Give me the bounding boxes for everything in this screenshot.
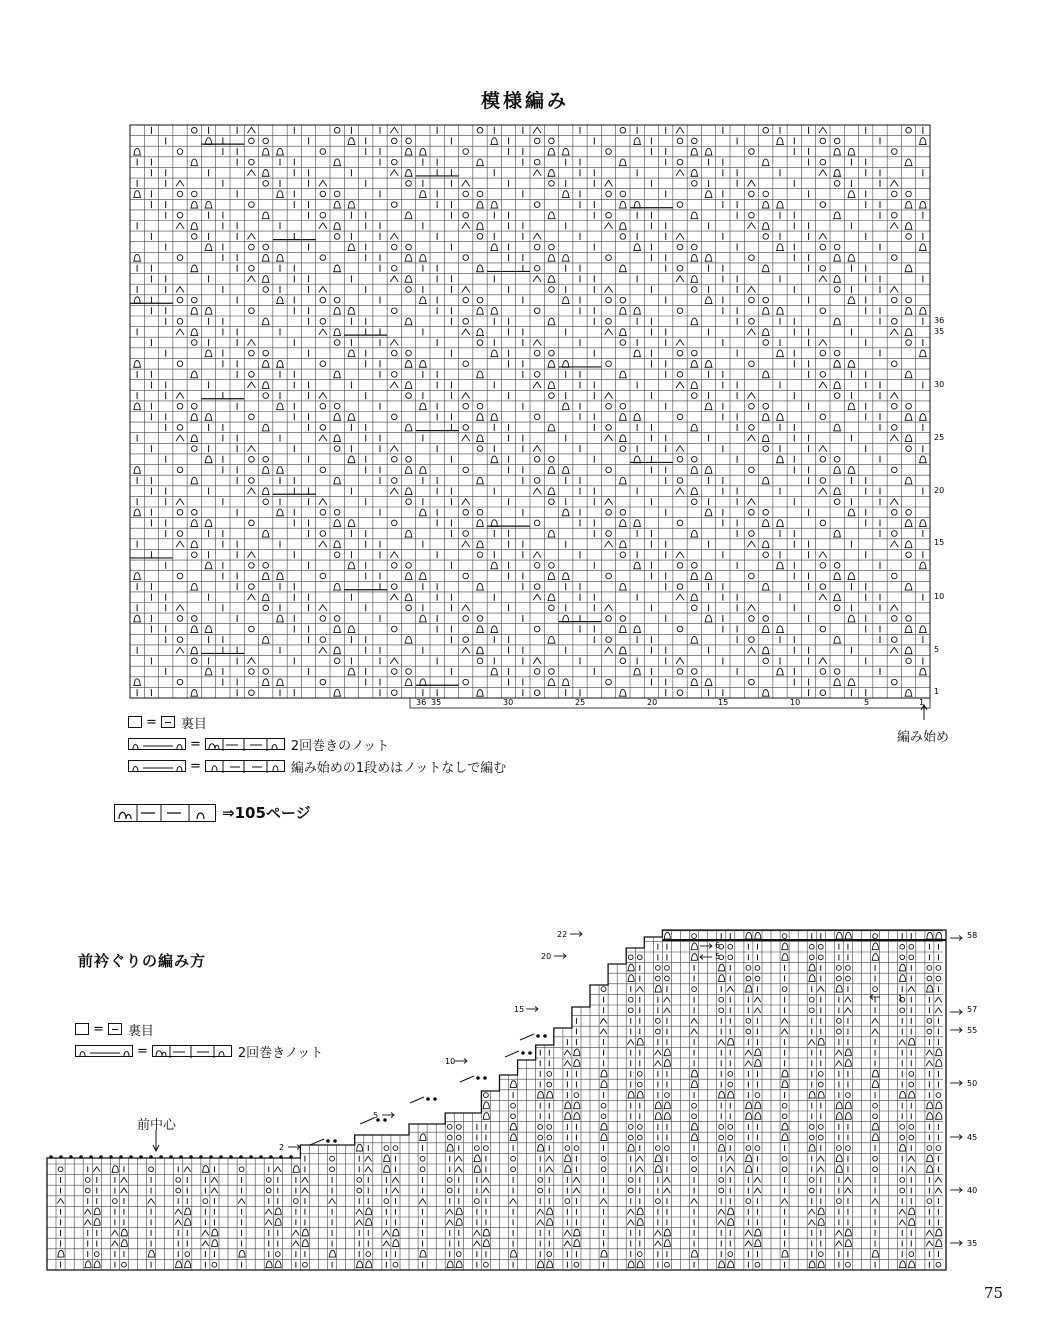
neck-outline	[47, 930, 962, 1270]
plain-loop-icon	[205, 760, 285, 772]
row-number-15: 15	[934, 538, 945, 547]
legend-knot-row: = 2回巻きのノット	[128, 735, 506, 753]
start-label: 編み始め	[897, 730, 950, 745]
neck-small-mark-5: 5	[715, 952, 721, 961]
neck-right-mark-55: 55	[967, 1026, 978, 1035]
row-number-36: 36	[934, 316, 945, 325]
neck-right-mark-57: 57	[967, 1005, 978, 1014]
row-number-5: 5	[934, 645, 940, 654]
knot-reference-icon	[114, 804, 216, 822]
row-number-25: 25	[934, 433, 945, 442]
neck-left-mark-10: 10	[445, 1057, 456, 1066]
neck-small-mark-1: 1	[898, 994, 904, 1003]
neck-small-mark-6: 6	[715, 941, 721, 950]
row-number-30: 30	[934, 380, 945, 389]
neck-left-mark-22: 22	[557, 930, 568, 939]
neck-left-mark-5: 5	[373, 1111, 379, 1120]
neck-grid	[47, 930, 946, 1270]
neck-right-mark-58: 58	[967, 931, 978, 940]
stitch-number-35: 35	[431, 698, 442, 707]
stitch-number-36: 36	[416, 698, 427, 707]
legend-knot-label: 2回巻きのノット	[290, 738, 390, 754]
neck-right-mark-45: 45	[967, 1133, 978, 1142]
stitch-number-15: 15	[718, 698, 729, 707]
neck-chart	[0, 900, 1050, 1280]
pattern-chart-title: 模様編み	[480, 90, 569, 112]
legend-bottom-purl-label: 裏目	[127, 1023, 154, 1039]
neck-left-mark-2: 2	[279, 1143, 285, 1152]
neck-right-mark-50: 50	[967, 1079, 978, 1088]
stitch-number-10: 10	[790, 698, 801, 707]
purl-cell-icon	[161, 716, 175, 728]
stitch-number-20: 20	[647, 698, 658, 707]
legend-bottom-purl-row: = 裏目	[75, 1020, 323, 1038]
legend-bottom-knot-label: 2回巻きノット	[237, 1045, 324, 1061]
legend-first-row-label: 編み始めの1段めはノットなしで編む	[290, 760, 507, 776]
knit-cell-icon	[128, 716, 142, 728]
page-reference-text: ⇒105ページ	[222, 804, 311, 822]
neck-right-mark-40: 40	[967, 1186, 978, 1195]
neck-chart-title: 前衿ぐりの編み方	[78, 952, 207, 970]
stitch-number-1: 1	[919, 698, 925, 707]
legend-purl-label: 裏目	[180, 716, 207, 732]
page-reference	[114, 802, 311, 823]
neck-left-mark-15: 15	[514, 1005, 525, 1014]
neck-left-mark-20: 20	[541, 952, 552, 961]
knot-long-icon	[205, 738, 285, 750]
knot-short-icon	[128, 738, 186, 750]
row-number-20: 20	[934, 486, 945, 495]
legend-purl-row: = 裏目	[128, 713, 506, 731]
stitch-number-25: 25	[575, 698, 586, 707]
pattern-grid	[130, 125, 930, 708]
row-number-1: 1	[934, 687, 940, 696]
row-number-10: 10	[934, 592, 945, 601]
legend-first-row: = 編み始めの1段めはノットなしで編む	[128, 757, 506, 775]
row-number-35: 35	[934, 327, 945, 336]
neck-right-mark-35: 35	[967, 1239, 978, 1248]
knot-short-icon	[128, 760, 186, 772]
stitch-number-5: 5	[864, 698, 870, 707]
legend-top	[128, 713, 506, 775]
front-center-label: 前中心	[137, 1118, 177, 1133]
stitch-number-30: 30	[503, 698, 514, 707]
page-number: 75	[984, 1284, 1004, 1302]
legend-bottom-knot-row: = 2回巻きノット	[75, 1042, 323, 1060]
